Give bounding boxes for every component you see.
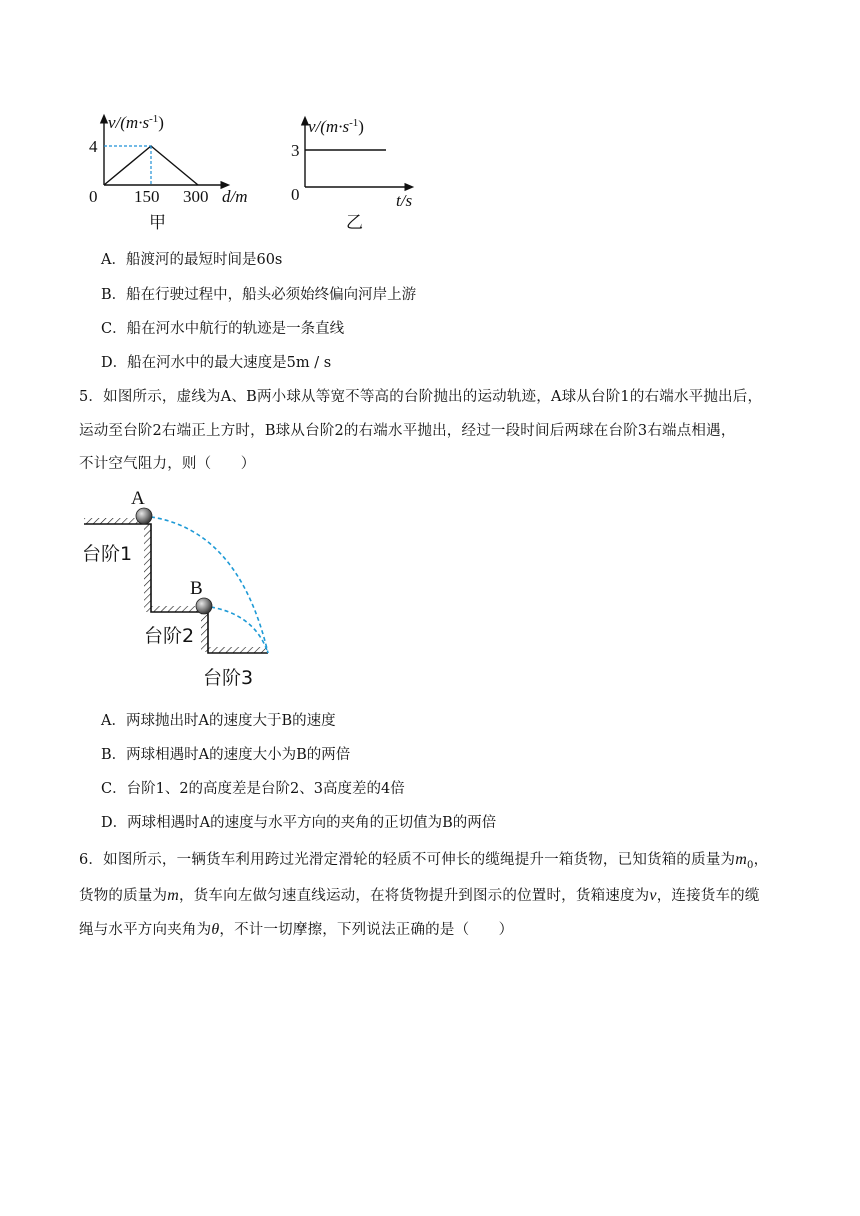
step2-wall-hatch (201, 612, 208, 652)
q4-option-c[interactable]: C．船在河水中航行的轨迹是一条直线 (101, 321, 345, 337)
q5-option-c[interactable]: C．台阶1、2的高度差是台阶2、3高度差的4倍 (101, 781, 405, 797)
q5-stem-line-1: 5．如图所示，虚线为A、B两小球从等宽不等高的台阶抛出的运动轨迹，A球从台阶1的右端水平抛出后， (79, 389, 763, 405)
q4-option-d[interactable]: D．船在河水中的最大速度是5m / s (101, 355, 332, 371)
q6-stem-line-1: 6．如图所示，一辆货车利用跨过光滑定滑轮的轻质不可伸长的缆绳提升一箱货物，已知货箱的质量为$m_0$， (79, 851, 769, 871)
y-axis-label: $v/(m\cdot s^{-1})$ (308, 117, 364, 136)
origin-label: 0 (291, 185, 300, 204)
step1-label: 台阶1 (82, 543, 133, 565)
step1-wall-hatch (144, 524, 151, 612)
ball-a (136, 508, 152, 524)
q5-stem-line-3: 不计空气阻力，则（ ） (79, 456, 256, 472)
x-axis-label: d/m (222, 187, 248, 206)
q6-stem-line-2: 货物的质量为m，货车向左做匀速直线运动，在将货物提升到图示的位置时，货箱速度为v，连接货车的缆 (79, 887, 760, 904)
step2-label: 台阶2 (144, 625, 195, 647)
q4-option-b[interactable]: B．船在行驶过程中，船头必须始终偏向河岸上游 (101, 287, 417, 303)
graph-caption: 甲 (149, 213, 166, 232)
q6-stem-line-3: 绳与水平方向夹角为θ，不计一切摩擦，下列说法正确的是（ ） (79, 921, 514, 938)
graph-jia (80, 110, 270, 235)
origin-label: 0 (89, 187, 98, 206)
x-tick-mid-label: 150 (134, 187, 160, 206)
graph-yi (286, 110, 426, 235)
ball-b (196, 598, 212, 614)
q4-option-a[interactable]: A．船渡河的最短时间是60s (101, 252, 283, 268)
q5-option-b[interactable]: B．两球相遇时A的速度大小为B的两倍 (101, 747, 351, 763)
q5-option-d[interactable]: D．两球相遇时A的速度与水平方向的夹角的正切值为B的两倍 (101, 815, 497, 831)
y-tick-label: 4 (89, 137, 98, 156)
staircase-figure (78, 482, 288, 692)
trajectory-b (204, 606, 268, 653)
q5-option-a[interactable]: A．两球抛出时A的速度大于B的速度 (101, 713, 336, 729)
x-axis-label: t/s (396, 191, 413, 210)
ball-b-label: B (190, 578, 203, 599)
step3-label: 台阶3 (203, 667, 254, 689)
q5-stem-line-2: 运动至台阶2右端正上方时，B球从台阶2的右端水平抛出，经过一段时间后两球在台阶3右端点相遇， (79, 423, 736, 439)
step3-top-hatch (208, 647, 268, 653)
ball-a-label: A (131, 488, 145, 509)
y-tick-label: 3 (291, 141, 300, 160)
y-axis-label: $v/(m\cdot s^{-1})$ (108, 113, 164, 132)
x-tick-end-label: 300 (183, 187, 209, 206)
graph-caption: 乙 (346, 213, 363, 232)
step1-top-hatch (84, 518, 144, 524)
